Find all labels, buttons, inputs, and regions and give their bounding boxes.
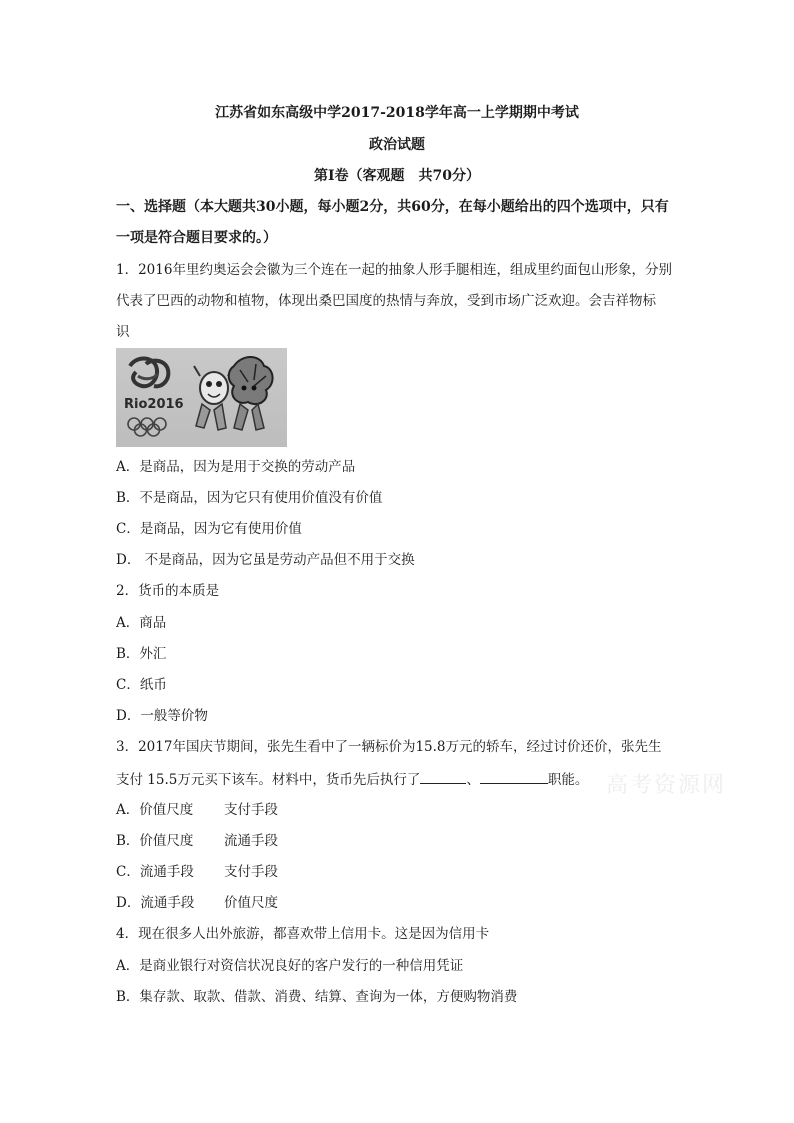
q4-option-b: B．集存款、取款、借款、消费、结算、查询为一体，方便购物消费: [116, 989, 518, 1005]
q3-option-d-value: 价值尺度: [224, 895, 278, 911]
q3-stem-sep: 、: [466, 772, 480, 788]
q1-option-d: D． 不是商品，因为它虽是劳动产品但不用于交换: [116, 552, 415, 568]
watermark-text: 高考资源网: [606, 773, 727, 798]
instructions-line-2: 一项是符合题目要求的。）: [116, 230, 277, 246]
q3-option-b-value: 流通手段: [224, 833, 278, 849]
q3-blank-2: [480, 769, 548, 784]
q1-option-c: C．是商品，因为它有使用价值: [116, 521, 302, 537]
q3-option-c-value: 支付手段: [224, 864, 278, 880]
q3-option-c: [116, 863, 278, 881]
q3-stem-text: 支付 15.5万元买下该车。材料中，货币先后执行了: [116, 772, 421, 788]
instructions-line-1: 一、选择题（本大题共30小题，每小题2分，共60分，在每小题给出的四个选项中，只有: [116, 199, 669, 215]
olympic-mascot-image: [116, 348, 287, 447]
q3-option-a: [116, 801, 278, 819]
q1-option-a: A．是商品，因为是用于交换的劳动产品: [116, 459, 356, 475]
q1-stem-line-1: 1．2016年里约奥运会会徽为三个连在一起的抽象人形手腿相连，组成里约面包山形象，分别: [116, 262, 672, 278]
q2-option-d: D．一般等价物: [116, 708, 208, 724]
q3-option-b-label: B．价值尺度: [116, 833, 194, 849]
q3-option-a-value: 支付手段: [224, 802, 278, 818]
q3-blank-1: [420, 769, 466, 784]
q3-option-b: [116, 832, 278, 850]
q3-option-d: [116, 894, 278, 912]
q1-stem-line-3: 识: [116, 324, 130, 340]
q3-stem-line-2: [116, 769, 588, 789]
q2-option-b: B．外汇: [116, 646, 167, 662]
q1-stem-line-2: 代表了巴西的动物和植物，体现出桑巴国度的热情与奔放，受到市场广泛欢迎。会吉祥物标: [116, 293, 656, 309]
q4-stem: 4．现在很多人出外旅游，都喜欢带上信用卡。这是因为信用卡: [116, 926, 490, 942]
rio-logo-icon: [116, 348, 287, 447]
q3-stem-end: 职能。: [547, 772, 589, 788]
q2-option-a: A．商品: [116, 615, 167, 631]
q3-option-d-label: D．流通手段: [116, 895, 195, 911]
q3-option-a-label: A．价值尺度: [116, 802, 194, 818]
q3-stem-line-1: 3．2017年国庆节期间，张先生看中了一辆标价为15.8万元的轿车，经过讨价还价，张先生: [116, 739, 662, 755]
q4-option-a: A．是商业银行对资信状况良好的客户发行的一种信用凭证: [116, 958, 464, 974]
q3-option-c-label: C．流通手段: [116, 864, 194, 880]
q2-option-c: C．纸币: [116, 677, 167, 693]
q2-stem: 2．货币的本质是: [116, 583, 220, 599]
section-heading: 第Ⅰ卷（客观题 共70分）: [313, 168, 481, 184]
exam-subtitle: 政治试题: [369, 137, 425, 153]
rio-logo-text: Rio2016: [124, 397, 184, 412]
q1-option-b: B．不是商品，因为它只有使用价值没有价值: [116, 490, 383, 506]
exam-title: 江苏省如东高级中学2017-2018学年高一上学期期中考试: [215, 105, 579, 121]
